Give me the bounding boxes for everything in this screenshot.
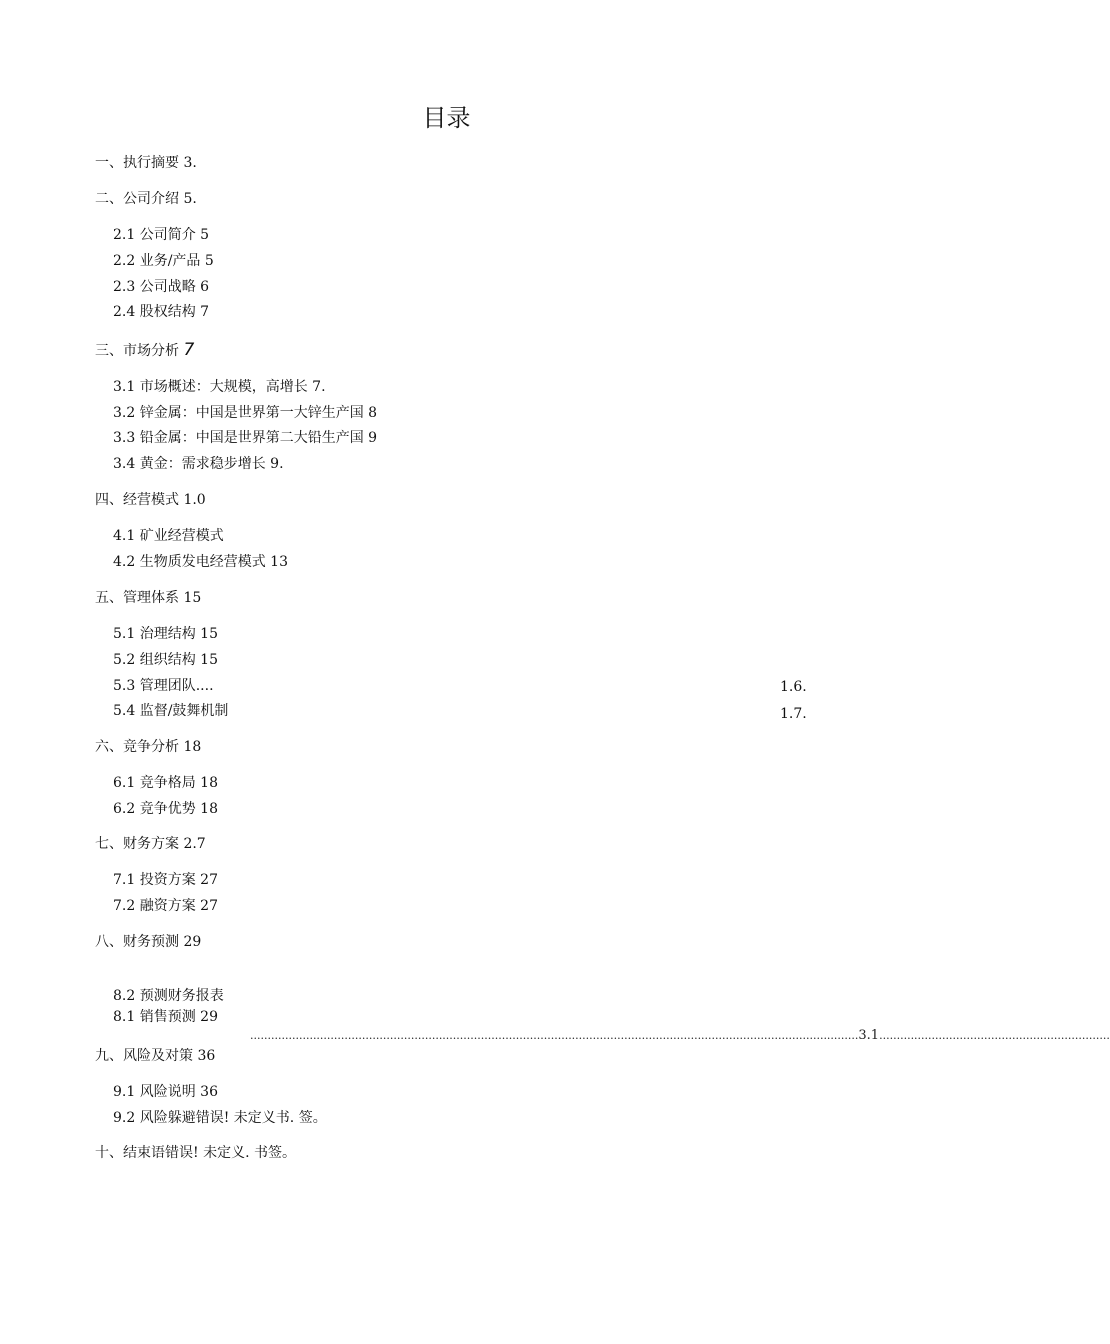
toc-entry-6-2[interactable]: 6.2 竞争优势 18 (113, 801, 218, 817)
toc-entry-5-4[interactable]: 5.4 监督/鼓舞机制 (113, 703, 229, 719)
toc-entry-8-1[interactable]: 8.1 销售预测 29 (113, 1009, 218, 1025)
toc-entry-5-3-page: 1.6. (780, 679, 807, 695)
toc-entry-7[interactable]: 七、财务方案 2.7 (95, 836, 206, 852)
toc-entry-7-1[interactable]: 7.1 投资方案 27 (113, 872, 218, 888)
toc-title: 目录 (422, 104, 471, 132)
toc-entry-2-1[interactable]: 2.1 公司简介 5 (113, 227, 210, 243)
toc-entry-3-2[interactable]: 3.2 锌金属：中国是世界第一大锌生产国 8 (113, 405, 378, 421)
toc-entry-8-2[interactable]: 8.2 预测财务报表 (113, 988, 224, 1004)
toc-entry-2-4[interactable]: 2.4 股权结构 7 (113, 304, 210, 320)
toc-entry-7-2[interactable]: 7.2 融资方案 27 (113, 898, 218, 914)
toc-entry-1[interactable]: 一、执行摘要 3. (95, 155, 197, 171)
toc-entry-5-4-page: 1.7. (780, 706, 807, 722)
toc-entry-5[interactable]: 五、管理体系 15 (95, 590, 202, 606)
toc-entry-2-2[interactable]: 2.2 业务/产品 5 (113, 253, 214, 269)
toc-entry-4-1[interactable]: 4.1 矿业经营模式 (113, 528, 224, 544)
toc-entry-9-2[interactable]: 9.2 风险躲避错误! 未定义书. 签。 (113, 1110, 327, 1126)
dot-leader-line (250, 1027, 1110, 1045)
toc-entry-5-3[interactable]: 5.3 管理团队.... (113, 678, 214, 694)
toc-entry-9-1[interactable]: 9.1 风险说明 36 (113, 1084, 218, 1100)
toc-entry-6-1[interactable]: 6.1 竞争格局 18 (113, 775, 218, 791)
toc-entry-5-1[interactable]: 5.1 治理结构 15 (113, 626, 218, 642)
dot-leader-right: .................................................................. (879, 1029, 1110, 1042)
toc-entry-3[interactable] (95, 341, 194, 360)
toc-entry-2-3[interactable]: 2.3 公司战略 6 (113, 279, 210, 295)
toc-entry-3-page: 7 (183, 340, 195, 360)
toc-entry-4[interactable]: 四、经营模式 1.0 (95, 492, 206, 508)
toc-entry-3-text: 三、市场分析 (95, 343, 184, 359)
toc-entry-9[interactable]: 九、风险及对策 36 (95, 1048, 216, 1064)
toc-entry-3-3[interactable]: 3.3 铅金属：中国是世界第二大铅生产国 9 (113, 430, 378, 446)
toc-entry-6[interactable]: 六、竞争分析 18 (95, 739, 202, 755)
dot-leader-page: 3.1 (858, 1028, 880, 1043)
toc-entry-5-2[interactable]: 5.2 组织结构 15 (113, 652, 218, 668)
toc-entry-10[interactable]: 十、结束语错误! 未定义. 书签。 (95, 1145, 296, 1161)
toc-entry-4-2[interactable]: 4.2 生物质发电经营模式 13 (113, 554, 288, 570)
toc-entry-2[interactable]: 二、公司介绍 5. (95, 191, 197, 207)
toc-entry-3-4[interactable]: 3.4 黄金：需求稳步增长 9. (113, 456, 284, 472)
dot-leader-left: .............................................................................................................................................................................. (250, 1029, 859, 1042)
toc-entry-3-1[interactable]: 3.1 市场概述：大规模，高增长 7. (113, 379, 326, 395)
toc-entry-8[interactable]: 八、财务预测 29 (95, 934, 202, 950)
